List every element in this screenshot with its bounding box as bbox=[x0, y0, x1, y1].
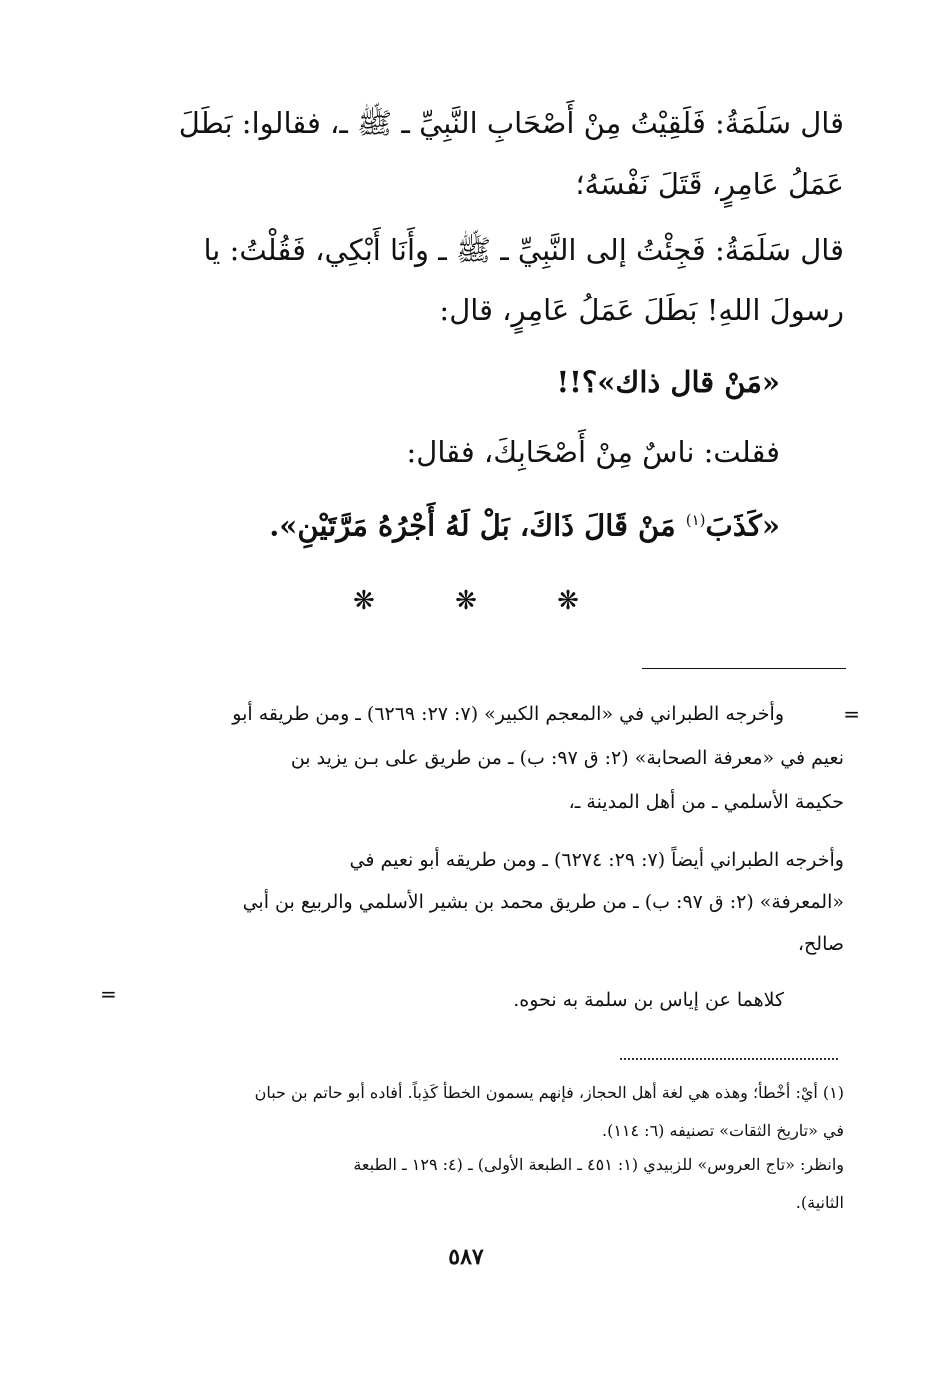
main-text-line: رسولَ اللهِ! بَطَلَ عَمَلُ عَامِرٍ، قال: bbox=[439, 293, 844, 327]
footnote-line: وأخرجه الطبراني أيضاً (٧: ٢٩: ٦٢٧٤) ـ ومن طريقه أبو نعيم في bbox=[349, 849, 844, 871]
main-text-line: قال سَلَمَةُ: فَجِئْتُ إلى النَّبِيِّ ـ ﷺ ـ وأَنَا أَبْكِي، فَقُلْتُ: يا bbox=[203, 233, 844, 267]
footnote-line: كلاهما عن إياس بن سلمة به نحوه. bbox=[513, 989, 784, 1011]
section-separator bbox=[0, 586, 932, 616]
footnote-reference: (١) bbox=[685, 511, 706, 529]
continuation-mark: = bbox=[100, 982, 117, 1006]
footnote-dotted-divider bbox=[620, 1058, 838, 1060]
prophet-quote: «كَذَبَ$^{(١)}$ مَنْ قَالَ ذَاكَ، بَلْ لَهُ أَجْرُهُ مَرَّتَيْنِ». bbox=[269, 508, 780, 543]
footnote-line: في «تاريخ الثقات» تصنيفه (٦: ١١٤). bbox=[601, 1121, 844, 1140]
footnote-line: الثانية). bbox=[795, 1193, 844, 1212]
footnote-divider bbox=[642, 668, 846, 669]
prophet-quote: «مَنْ قال ذاك»؟!! bbox=[556, 365, 780, 399]
footnote-line: (١) أيْ: أخْطأ؛ وهذه هي لغة أهل الحجاز، فإنهم يسمون الخطأ كَذِباً. أفاده أبو حاتم بن حبان bbox=[254, 1083, 844, 1102]
footnote-line: حكيمة الأسلمي ـ من أهل المدينة ـ، bbox=[568, 791, 844, 813]
star-ornament: ❋ bbox=[557, 586, 579, 616]
main-text-line: فقلت: ناسٌ مِنْ أَصْحَابِكَ، فقال: bbox=[406, 435, 780, 469]
footnote-line: «المعرفة» (٢: ق ٩٧: ب) ـ من طريق محمد بن بشير الأسلمي والربيع بن أبي bbox=[242, 891, 844, 913]
footnote-line: وانظر: «تاج العروس» للزبيدي (١: ٤٥١ ـ الطبعة الأولى) ـ (٤: ١٢٩ ـ الطبعة bbox=[353, 1155, 844, 1174]
main-text-line: قال سَلَمَةُ: فَلَقِيْتُ مِنْ أَصْحَابِ النَّبِيِّ ـ ﷺ ـ، فقالوا: بَطَلَ bbox=[178, 106, 844, 140]
continuation-mark: = bbox=[843, 702, 860, 726]
footnote-line: صالح، bbox=[797, 933, 844, 955]
footnote-line: نعيم في «معرفة الصحابة» (٢: ق ٩٧: ب) ـ من طريق على بـن يزيد بن bbox=[290, 747, 844, 769]
star-ornament: ❋ bbox=[455, 586, 477, 616]
page-number: ٥٨٧ bbox=[448, 1244, 484, 1270]
main-text-line: عَمَلُ عَامِرٍ، قَتَلَ نَفْسَهُ؛ bbox=[575, 167, 844, 201]
footnote-line: وأخرجه الطبراني في «المعجم الكبير» (٧: ٢٧: ٦٢٦٩) ـ ومن طريقه أبو bbox=[232, 703, 784, 725]
star-ornament: ❋ bbox=[353, 586, 375, 616]
